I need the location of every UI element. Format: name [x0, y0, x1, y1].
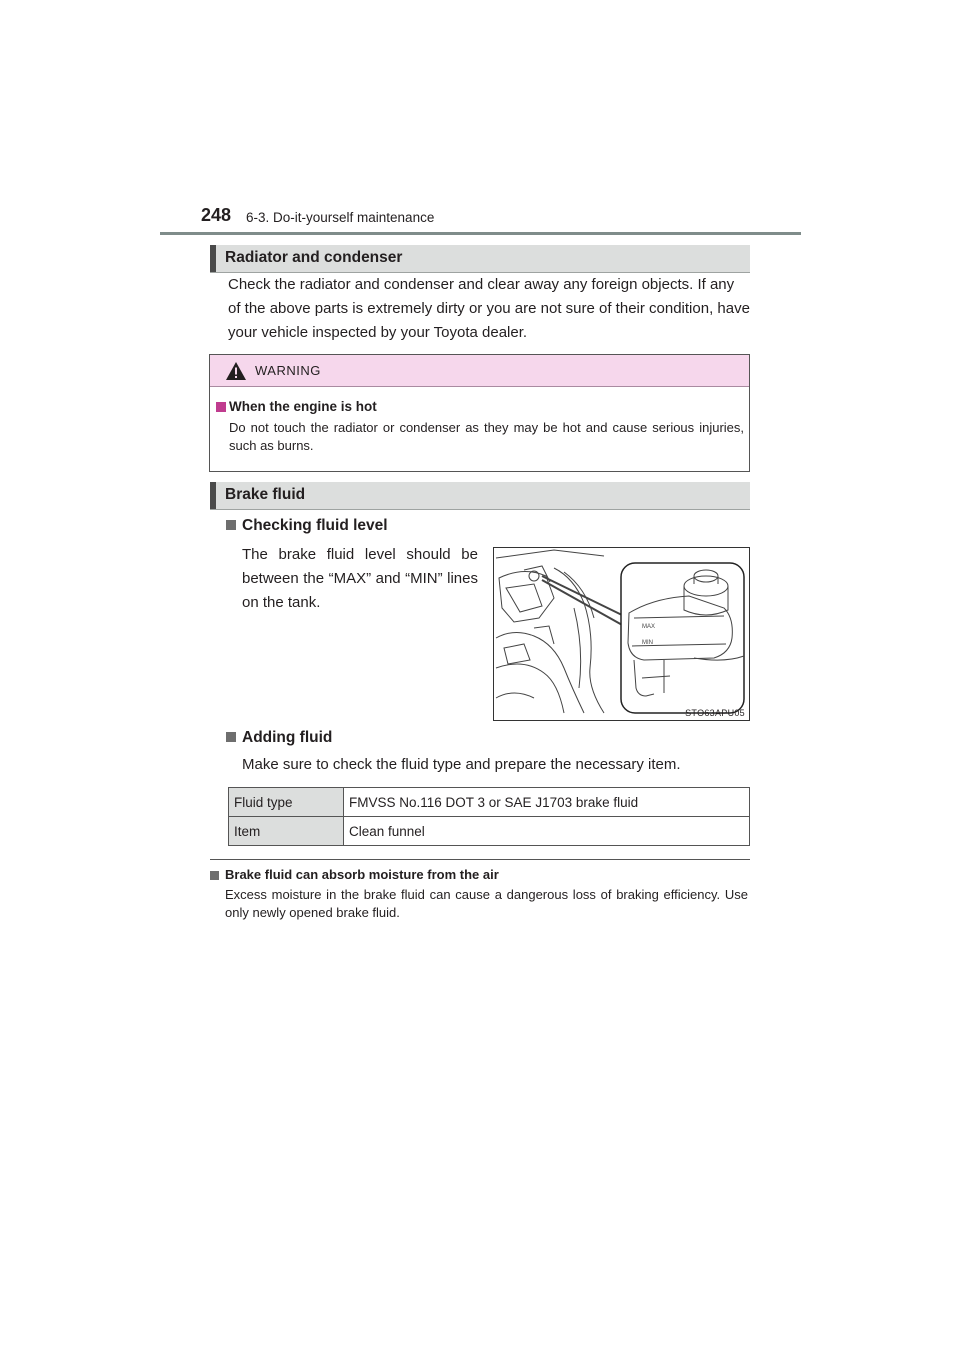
radiator-heading-text: Radiator and condenser [225, 249, 403, 266]
checking-subheading [226, 517, 388, 535]
warning-body: Do not touch the radiator or condenser as they may be hot and cause serious injuries, such as burns. [229, 420, 744, 453]
header-rule [160, 232, 801, 235]
table-row [229, 817, 750, 846]
checking-body: The brake fluid level should be between the “MAX” and “MIN” lines on the tank. [242, 546, 478, 611]
table-value: Clean funnel [344, 817, 750, 846]
adding-subheading [226, 729, 332, 747]
note-body: Excess moisture in the brake fluid can cause a dangerous loss of braking efficiency. Use only newly opened brake fluid. [225, 887, 748, 920]
section-bar [210, 245, 216, 272]
page-number: 248 [201, 205, 232, 225]
brake-heading-text: Brake fluid [225, 486, 306, 503]
radiator-section-heading [210, 245, 750, 273]
warning-label: WARNING [255, 363, 321, 378]
table-label: Item [229, 817, 344, 846]
table-label: Fluid type [229, 788, 344, 817]
warning-subheading: When the engine is hot [229, 399, 377, 414]
fluid-table [228, 787, 750, 846]
section-title: 6-3. Do-it-yourself maintenance [246, 210, 435, 225]
adding-body: Make sure to check the fluid type and prepare the necessary item. [242, 756, 681, 773]
figure-code: STO63APU05 [685, 708, 745, 718]
square-bullet [226, 520, 236, 530]
svg-text:MIN: MIN [642, 640, 653, 646]
brake-reservoir-figure [493, 547, 750, 721]
warning-square-bullet [216, 402, 226, 412]
brake-section-heading [210, 482, 750, 510]
note-heading: Brake fluid can absorb moisture from the air [225, 867, 499, 882]
radiator-body: Check the radiator and condenser and clear away any foreign objects. If any of the above parts is extremely dirty or you are not sure of their condition, have your vehicle inspected by your Toyota dealer. [228, 276, 750, 341]
table-row [229, 788, 750, 817]
note-rule [210, 859, 750, 860]
checking-heading-text: Checking fluid level [242, 517, 388, 534]
note-square-bullet [210, 871, 219, 880]
warning-triangle-icon [225, 361, 247, 381]
table-value: FMVSS No.116 DOT 3 or SAE J1703 brake fluid [344, 788, 750, 817]
warning-box [209, 354, 750, 472]
engine-bay-illustration [494, 548, 749, 720]
square-bullet [226, 732, 236, 742]
svg-text:MAX: MAX [642, 624, 656, 630]
warning-band [210, 355, 749, 387]
adding-heading-text: Adding fluid [242, 729, 333, 746]
section-bar [210, 482, 216, 509]
